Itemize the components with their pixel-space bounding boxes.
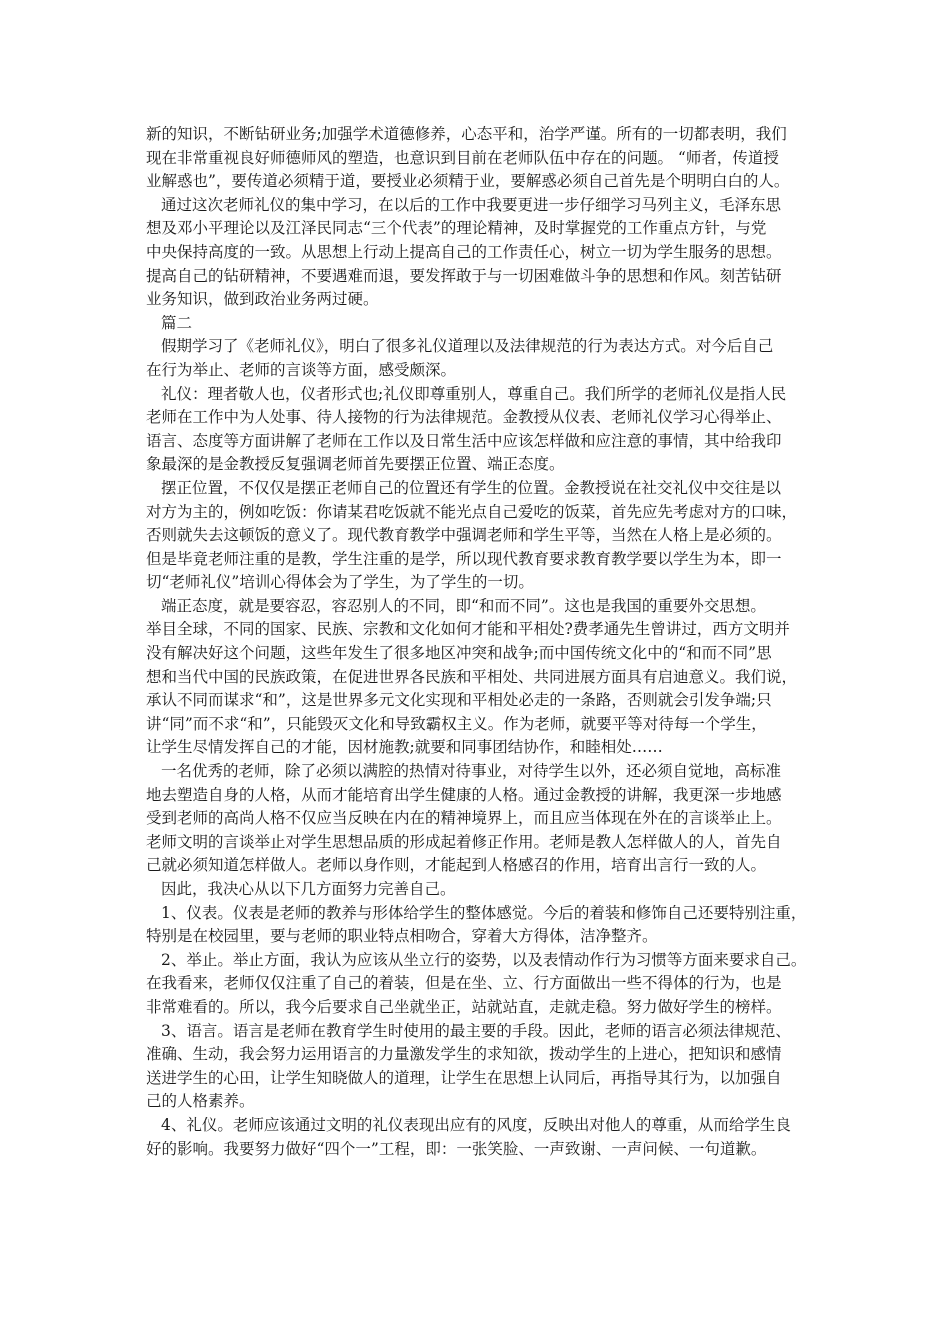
text-line: 业解惑也”，要传道必须精于道，要授业必须精于业，要解惑必须自己首先是个明明白白的人。 <box>146 172 790 191</box>
text-line: 老师在工作中为人处事、待人接物的行为法律规范。金教授从仪表、老师礼仪学习心得举止、 <box>146 408 782 427</box>
text-line: 己就必须知道怎样做人。老师以身作则，才能起到人格感召的作用，培育出言行一致的人。 <box>146 856 767 875</box>
text-line: 让学生尽情发挥自己的才能，因材施教;就要和同事团结协作，和睦相处…… <box>146 738 663 757</box>
text-line: 非常难看的。所以，我今后要求自己坐就坐正，站就站直，走就走稳。努力做好学生的榜样。 <box>146 997 782 1016</box>
text-line: 想及邓小平理论以及江泽民同志“三个代表”的理论精神，及时掌握党的工作重点方针，与党 <box>146 219 767 238</box>
text-line: 特别是在校园里，要与老师的职业特点相吻合，穿着大方得体，洁净整齐。 <box>146 927 658 946</box>
text-line: 摆正位置，不仅仅是摆正老师自己的位置还有学生的位置。金教授说在社交礼仪中交往是以 <box>161 478 782 497</box>
text-line: 切“老师礼仪”培训心得体会为了学生，为了学生的一切。 <box>146 573 534 592</box>
text-line: 好的影响。我要努力做好“四个一”工程，即：一张笑脸、一声致谢、一声问候、一句道歉。 <box>146 1139 767 1158</box>
text-line: 新的知识，不断钻研业务;加强学术道德修养，心态平和，治学严谨。所有的一切都表明，我们 <box>146 125 787 143</box>
text-line: 现在非常重视良好师德师风的塑造，也意识到目前在老师队伍中存在的问题。 “师者，传道授 <box>146 148 779 167</box>
text-line: 篇二 <box>161 313 193 332</box>
text-line: 举目全球，不同的国家、民族、宗教和文化如何才能和平相处?费孝通先生曾讲过，西方文明并 <box>146 620 790 639</box>
text-line: 中央保持高度的一致。从思想上行动上提高自己的工作责任心，树立一切为学生服务的思想。 <box>146 242 782 261</box>
text-line: 1、仪表。仪表是老师的教养与形体给学生的整体感觉。今后的着装和修饰自己还要特别注重， <box>161 903 807 922</box>
text-line: 准确、生动，我会努力运用语言的力量激发学生的求知欲，拨动学生的上进心，把知识和感情 <box>146 1045 782 1064</box>
text-line: 端正态度，就是要容忍，容忍别人的不同，即“和而不同”。这也是我国的重要外交思想。 <box>161 596 766 615</box>
text-line: 在我看来，老师仅仅注重了自己的着装，但是在坐、立、行方面做出一些不得体的行为，也是 <box>146 974 782 993</box>
text-line: 通过这次老师礼仪的集中学习，在以后的工作中我要更进一步仔细学习马列主义，毛泽东思 <box>161 195 782 214</box>
text-line: 假期学习了《老师礼仪》，明白了很多礼仪道理以及法律规范的行为表达方式。对今后自己 <box>161 337 774 356</box>
text-line: 送进学生的心田，让学生知晓做人的道理，让学生在思想上认同后，再指导其行为，以加强自 <box>146 1068 782 1087</box>
text-line: 象最深的是金教授反复强调老师首先要摆正位置、端正态度。 <box>146 455 565 474</box>
text-line: 讲“同”而不求“和”，只能毁灭文化和导致霸权主义。作为老师，就要平等对待每一个学生， <box>146 714 767 733</box>
text-line: 语言、态度等方面讲解了老师在工作以及日常生活中应该怎样做和应注意的事情，其中给我印 <box>146 431 782 450</box>
text-line: 提高自己的钻研精神，不要遇难而退，要发挥敢于与一切困难做斗争的思想和作风。刻苦钻研 <box>146 266 782 285</box>
text-line: 2、举止。举止方面，我认为应该从坐立行的姿势，以及表情动作行为习惯等方面来要求自己。 <box>161 950 807 969</box>
text-line: 但是毕竟老师注重的是教，学生注重的是学，所以现代教育要求教育教学要以学生为本，即一 <box>146 549 782 568</box>
text-line: 没有解决好这个问题，这些年发生了很多地区冲突和战争;而中国传统文化中的“和而不同”思 <box>146 644 772 663</box>
text-line: 想和当代中国的民族政策，在促进世界各民族和平相处、共同进展方面具有启迪意义。我们说， <box>146 667 798 686</box>
text-line: 地去塑造自身的人格，从而才能培育出学生健康的人格。通过金教授的讲解，我更深一步地感 <box>146 785 782 804</box>
text-line: 一名优秀的老师，除了必须以满腔的热情对待事业，对待学生以外，还必须自觉地，高标准 <box>161 762 782 781</box>
text-line: 否则就失去这顿饭的意义了。现代教育教学中强调老师和学生平等，当然在人格上是必须的。 <box>146 526 782 545</box>
text-line: 业务知识，做到政治业务两过硬。 <box>146 290 379 309</box>
text-line: 对方为主的，例如吃饭：你请某君吃饭就不能光点自己爱吃的饭菜，首先应先考虑对方的口味， <box>146 502 798 521</box>
text-line: 在行为举止、老师的言谈等方面，感受颇深。 <box>146 360 457 379</box>
text-line: 3、语言。语言是老师在教育学生时使用的最主要的手段。因此，老师的语言必须法律规范、 <box>161 1021 791 1040</box>
text-line: 老师文明的言谈举止对学生思想品质的形成起着修正作用。老师是教人怎样做人的人，首先自 <box>146 832 782 851</box>
text-line: 礼仪：理者敬人也，仪者形式也;礼仪即尊重别人，尊重自己。我们所学的老师礼仪是指人民 <box>161 384 787 403</box>
text-line: 己的人格素养。 <box>146 1092 255 1111</box>
text-line: 受到老师的高尚人格不仅应当反映在内在的精神境界上，而且应当体现在外在的言谈举止上。 <box>146 809 782 828</box>
text-line: 4、礼仪。老师应该通过文明的礼仪表现出应有的风度，反映出对他人的尊重，从而给学生良 <box>161 1115 791 1134</box>
document-body <box>146 123 826 1161</box>
text-line: 承认不同而谋求“和”，这是世界多元文化实现和平相处必走的一条路，否则就会引发争端;只 <box>146 691 772 710</box>
text-line: 因此，我决心从以下几方面努力完善自己。 <box>161 880 456 898</box>
